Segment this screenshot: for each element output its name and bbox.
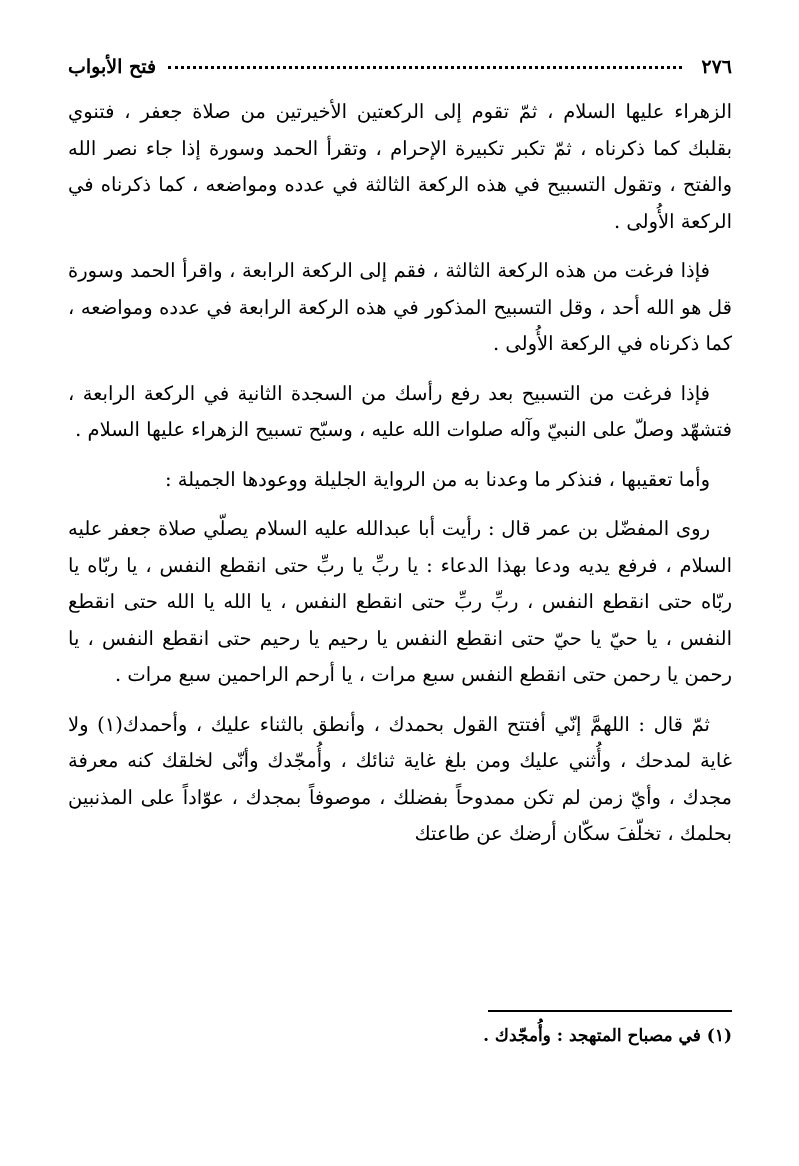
footnote: (١) في مصباح المتهجد : وأُمجّدك .: [483, 1026, 732, 1046]
paragraph: فإذا فرغت من هذه الركعة الثالثة ، فقم إلى الركعة الرابعة ، واقرأ الحمد وسورة قل هو الله أحد ، وقل التسبيح المذكور في هذه الركعة الرابعة في عدده ومواضعه ، كما ذكرناه في الركعة الأُولى .: [68, 259, 732, 355]
running-title: فتح الأبواب: [68, 56, 157, 78]
paragraph: فإذا فرغت من التسبيح بعد رفع رأسك من السجدة الثانية في الركعة الرابعة ، فتشهّد وصلّ على النبيّ وآله صلوات الله عليه ، وسبّح تسبيح الزهراء عليها السلام .: [68, 381, 732, 441]
paragraph: روى المفضّل بن عمر قال : رأيت أبا عبدالله عليه السلام يصلّي صلاة جعفر عليه السلام ، فرفع يديه ودعا بهذا الدعاء : يا ربِّ يا ربِّ حتى انقطع النفس ، يا ربّاه يا ربّاه حتى انقطع النفس ، ربِّ ربِّ حتى انقطع النفس ، يا الله يا الله حتى انقطع النفس ، يا حيّ يا حيّ حتى انقطع النفس يا رحيم يا رحيم حتى انقطع النفس ، يا رحمن يا رحمن حتى انقطع النفس سبع مرات ، يا أرحم الراحمين سبع مرات .: [68, 517, 732, 686]
footnote-separator: [488, 1010, 732, 1012]
header-dotted-leader: [168, 66, 682, 69]
book-page: [68, 52, 732, 1112]
page-number: ٢٧٦: [701, 56, 732, 78]
paragraph: ثمّ قال : اللهمَّ إنّي أفتتح القول بحمدك ، وأنطق بالثناء عليك ، وأحمدك(١) ولا غاية لمدحك ، وأُثني عليك ومن بلغ غاية ثنائك ، وأُمجّدك وأنّى لخلقك كنه معرفة مجدك ، وأيّ زمن لم تكن ممدوحاً بفضلك ، موصوفاً بمجدك ، عوّاداً على المذنبين بحلمك ، تخلّفَ سكّان أرضك عن طاعتك: [68, 712, 732, 845]
page-header: [68, 52, 732, 82]
paragraph: الزهراء عليها السلام ، ثمّ تقوم إلى الركعتين الأخيرتين من صلاة جعفر ، فتنوي بقلبك كما ذكرناه ، ثمّ تكبر تكبيرة الإحرام ، وتقرأ الحمد وسورة إذا جاء نصر الله والفتح ، وتقول التسبيح في هذه الركعة الثالثة في عدده ومواضعه ، كما ذكرناه في الركعة الأُولى .: [68, 100, 732, 233]
paragraph: وأما تعقيبها ، فنذكر ما وعدنا به من الرواية الجليلة ووعودها الجميلة :: [164, 467, 710, 491]
body-text: [68, 94, 732, 853]
